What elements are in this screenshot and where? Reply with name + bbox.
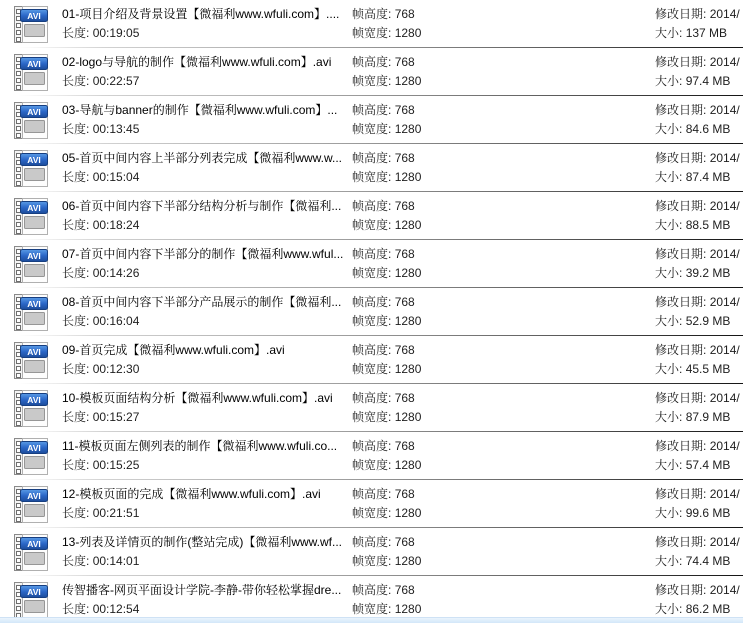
modified-date-value: 2014/ <box>709 391 740 405</box>
frame-width-label: 帧宽度: <box>352 410 392 424</box>
name-column <box>62 144 352 192</box>
frame-height-value: 768 <box>394 583 415 597</box>
length-line <box>62 408 352 427</box>
modified-date-label: 修改日期: <box>655 391 707 405</box>
modified-date-value: 2014/ <box>709 583 740 597</box>
frame-height-value: 768 <box>394 487 415 501</box>
frame-width-line <box>352 72 655 91</box>
modified-date-value: 2014/ <box>709 55 740 69</box>
length-line <box>62 264 352 283</box>
frame-column <box>352 528 655 576</box>
frame-width-label: 帧宽度: <box>352 74 392 88</box>
frame-width-line <box>352 264 655 283</box>
frame-width-value: 1280 <box>394 362 422 376</box>
file-name: 传智播客-网页平面设计学院-李静-带你轻松掌握dre... <box>62 583 342 597</box>
frame-width-value: 1280 <box>394 554 422 568</box>
modified-date-line <box>655 53 743 72</box>
size-value: 88.5 MB <box>685 218 731 232</box>
frame-height-label: 帧高度: <box>352 535 392 549</box>
frame-width-line <box>352 504 655 523</box>
length-value: 00:15:25 <box>92 458 140 472</box>
size-label: 大小: <box>655 506 683 520</box>
frame-width-value: 1280 <box>394 410 422 424</box>
avi-file-icon <box>0 384 62 432</box>
size-line <box>655 120 743 139</box>
file-row[interactable] <box>0 432 743 480</box>
file-row[interactable] <box>0 576 743 623</box>
size-value: 97.4 MB <box>685 74 731 88</box>
frame-width-value: 1280 <box>394 74 422 88</box>
length-label: 长度: <box>62 458 90 472</box>
size-line <box>655 312 743 331</box>
avi-file-icon <box>0 0 62 48</box>
size-value: 45.5 MB <box>685 362 731 376</box>
size-line <box>655 264 743 283</box>
date-size-column <box>655 384 743 432</box>
file-row[interactable] <box>0 336 743 384</box>
size-value: 57.4 MB <box>685 458 731 472</box>
frame-height-label: 帧高度: <box>352 247 392 261</box>
size-label: 大小: <box>655 602 683 616</box>
frame-column <box>352 336 655 384</box>
avi-file-icon <box>0 480 62 528</box>
size-value: 39.2 MB <box>685 266 731 280</box>
length-value: 00:13:45 <box>92 122 140 136</box>
file-name: 10-模板页面结构分析【微福利www.wfuli.com】.avi <box>62 391 333 405</box>
file-row[interactable] <box>0 480 743 528</box>
name-column <box>62 0 352 48</box>
frame-height-value: 768 <box>394 247 415 261</box>
size-value: 87.4 MB <box>685 170 731 184</box>
avi-badge-text: AVI <box>27 11 41 21</box>
length-label: 长度: <box>62 362 90 376</box>
file-row[interactable] <box>0 192 743 240</box>
modified-date-label: 修改日期: <box>655 247 707 261</box>
size-value: 84.6 MB <box>685 122 731 136</box>
modified-date-line <box>655 101 743 120</box>
length-value: 00:21:51 <box>92 506 140 520</box>
length-label: 长度: <box>62 218 90 232</box>
file-name: 12-模板页面的完成【微福利www.wfuli.com】.avi <box>62 487 321 501</box>
avi-badge-text: AVI <box>27 203 41 213</box>
size-label: 大小: <box>655 266 683 280</box>
frame-height-value: 768 <box>394 151 415 165</box>
date-size-column <box>655 432 743 480</box>
date-size-column <box>655 192 743 240</box>
frame-height-label: 帧高度: <box>352 55 392 69</box>
avi-file-icon <box>0 576 62 623</box>
date-size-column <box>655 96 743 144</box>
frame-width-line <box>352 456 655 475</box>
frame-width-label: 帧宽度: <box>352 122 392 136</box>
frame-height-value: 768 <box>394 7 415 21</box>
frame-height-line <box>352 5 655 24</box>
avi-file-icon <box>0 240 62 288</box>
frame-height-value: 768 <box>394 295 415 309</box>
avi-file-icon <box>0 192 62 240</box>
file-row[interactable] <box>0 528 743 576</box>
modified-date-label: 修改日期: <box>655 7 707 21</box>
frame-height-label: 帧高度: <box>352 391 392 405</box>
avi-file-icon <box>0 144 62 192</box>
name-column <box>62 192 352 240</box>
size-line <box>655 216 743 235</box>
size-label: 大小: <box>655 314 683 328</box>
modified-date-line <box>655 245 743 264</box>
frame-column <box>352 144 655 192</box>
frame-width-line <box>352 552 655 571</box>
avi-badge-text: AVI <box>27 59 41 69</box>
name-column <box>62 240 352 288</box>
file-name: 05-首页中间内容上半部分列表完成【微福利www.w... <box>62 151 343 165</box>
frame-width-value: 1280 <box>394 266 422 280</box>
length-label: 长度: <box>62 602 90 616</box>
size-label: 大小: <box>655 26 683 40</box>
file-name: 02-logo与导航的制作【微福利www.wfuli.com】.avi <box>62 55 332 69</box>
frame-height-line <box>352 197 655 216</box>
frame-width-label: 帧宽度: <box>352 458 392 472</box>
frame-width-label: 帧宽度: <box>352 554 392 568</box>
name-column <box>62 480 352 528</box>
file-row[interactable] <box>0 0 743 48</box>
frame-width-value: 1280 <box>394 170 422 184</box>
length-line <box>62 552 352 571</box>
length-line <box>62 120 352 139</box>
frame-height-line <box>352 53 655 72</box>
frame-height-label: 帧高度: <box>352 199 392 213</box>
size-line <box>655 24 743 43</box>
date-size-column <box>655 0 743 48</box>
file-row[interactable] <box>0 384 743 432</box>
frame-column <box>352 288 655 336</box>
modified-date-label: 修改日期: <box>655 103 707 117</box>
date-size-column <box>655 288 743 336</box>
modified-date-line <box>655 149 743 168</box>
frame-height-line <box>352 149 655 168</box>
modified-date-value: 2014/ <box>709 343 740 357</box>
frame-column <box>352 480 655 528</box>
name-column <box>62 432 352 480</box>
length-label: 长度: <box>62 410 90 424</box>
date-size-column <box>655 240 743 288</box>
file-name: 01-项目介绍及背景设置【微福利www.wfuli.com】.... <box>62 7 340 21</box>
size-value: 52.9 MB <box>685 314 731 328</box>
length-line <box>62 456 352 475</box>
length-label: 长度: <box>62 170 90 184</box>
frame-height-value: 768 <box>394 199 415 213</box>
modified-date-line <box>655 197 743 216</box>
size-label: 大小: <box>655 218 683 232</box>
length-value: 00:12:54 <box>92 602 140 616</box>
avi-badge-text: AVI <box>27 443 41 453</box>
modified-date-line <box>655 533 743 552</box>
length-value: 00:15:04 <box>92 170 140 184</box>
frame-height-value: 768 <box>394 391 415 405</box>
modified-date-label: 修改日期: <box>655 55 707 69</box>
avi-badge-text: AVI <box>27 251 41 261</box>
size-line <box>655 168 743 187</box>
length-line <box>62 24 352 43</box>
size-value: 99.6 MB <box>685 506 731 520</box>
avi-file-icon <box>0 432 62 480</box>
size-line <box>655 72 743 91</box>
frame-width-value: 1280 <box>394 506 422 520</box>
size-line <box>655 552 743 571</box>
date-size-column <box>655 336 743 384</box>
modified-date-value: 2014/ <box>709 103 740 117</box>
frame-width-label: 帧宽度: <box>352 314 392 328</box>
name-column <box>62 48 352 96</box>
frame-height-line <box>352 581 655 600</box>
avi-file-icon <box>0 48 62 96</box>
modified-date-value: 2014/ <box>709 295 740 309</box>
frame-height-value: 768 <box>394 55 415 69</box>
frame-height-label: 帧高度: <box>352 151 392 165</box>
size-value: 137 MB <box>685 26 728 40</box>
frame-height-line <box>352 101 655 120</box>
frame-column <box>352 432 655 480</box>
partial-selection-strip <box>0 617 743 623</box>
modified-date-value: 2014/ <box>709 535 740 549</box>
frame-height-line <box>352 533 655 552</box>
avi-badge-text: AVI <box>27 155 41 165</box>
modified-date-line <box>655 485 743 504</box>
name-column <box>62 576 352 623</box>
modified-date-line <box>655 341 743 360</box>
size-line <box>655 504 743 523</box>
modified-date-label: 修改日期: <box>655 583 707 597</box>
frame-height-line <box>352 437 655 456</box>
modified-date-label: 修改日期: <box>655 487 707 501</box>
frame-width-line <box>352 24 655 43</box>
size-value: 87.9 MB <box>685 410 731 424</box>
frame-width-label: 帧宽度: <box>352 266 392 280</box>
modified-date-label: 修改日期: <box>655 439 707 453</box>
frame-column <box>352 48 655 96</box>
modified-date-value: 2014/ <box>709 247 740 261</box>
frame-width-label: 帧宽度: <box>352 218 392 232</box>
size-label: 大小: <box>655 554 683 568</box>
frame-height-label: 帧高度: <box>352 583 392 597</box>
frame-height-line <box>352 485 655 504</box>
length-label: 长度: <box>62 314 90 328</box>
file-row[interactable] <box>0 288 743 336</box>
frame-height-value: 768 <box>394 535 415 549</box>
modified-date-label: 修改日期: <box>655 343 707 357</box>
size-value: 74.4 MB <box>685 554 731 568</box>
modified-date-line <box>655 581 743 600</box>
avi-badge-text: AVI <box>27 299 41 309</box>
frame-width-label: 帧宽度: <box>352 26 392 40</box>
name-column <box>62 336 352 384</box>
length-value: 00:16:04 <box>92 314 140 328</box>
frame-width-line <box>352 216 655 235</box>
modified-date-label: 修改日期: <box>655 535 707 549</box>
avi-badge-text: AVI <box>27 587 41 597</box>
name-column <box>62 528 352 576</box>
frame-width-value: 1280 <box>394 314 422 328</box>
frame-height-label: 帧高度: <box>352 7 392 21</box>
length-label: 长度: <box>62 266 90 280</box>
length-label: 长度: <box>62 554 90 568</box>
frame-width-label: 帧宽度: <box>352 170 392 184</box>
frame-width-line <box>352 312 655 331</box>
name-column <box>62 96 352 144</box>
file-name: 11-模板页面左侧列表的制作【微福利www.wfuli.co... <box>62 439 338 453</box>
size-label: 大小: <box>655 410 683 424</box>
frame-height-value: 768 <box>394 439 415 453</box>
size-line <box>655 360 743 379</box>
length-label: 长度: <box>62 26 90 40</box>
frame-width-line <box>352 120 655 139</box>
frame-height-label: 帧高度: <box>352 343 392 357</box>
frame-height-line <box>352 389 655 408</box>
frame-height-value: 768 <box>394 343 415 357</box>
modified-date-line <box>655 5 743 24</box>
length-value: 00:12:30 <box>92 362 140 376</box>
avi-badge-text: AVI <box>27 347 41 357</box>
length-value: 00:19:05 <box>92 26 140 40</box>
avi-file-icon <box>0 528 62 576</box>
file-name: 06-首页中间内容下半部分结构分析与制作【微福利... <box>62 199 342 213</box>
date-size-column <box>655 48 743 96</box>
frame-height-line <box>352 245 655 264</box>
frame-width-line <box>352 360 655 379</box>
size-label: 大小: <box>655 122 683 136</box>
file-name: 07-首页中间内容下半部分的制作【微福利www.wful... <box>62 247 344 261</box>
length-value: 00:15:27 <box>92 410 140 424</box>
frame-height-line <box>352 341 655 360</box>
modified-date-label: 修改日期: <box>655 151 707 165</box>
length-line <box>62 72 352 91</box>
size-line <box>655 408 743 427</box>
modified-date-value: 2014/ <box>709 7 740 21</box>
date-size-column <box>655 528 743 576</box>
modified-date-line <box>655 389 743 408</box>
frame-width-label: 帧宽度: <box>352 506 392 520</box>
frame-width-value: 1280 <box>394 218 422 232</box>
modified-date-value: 2014/ <box>709 487 740 501</box>
size-value: 86.2 MB <box>685 602 731 616</box>
frame-column <box>352 576 655 623</box>
frame-column <box>352 240 655 288</box>
modified-date-label: 修改日期: <box>655 295 707 309</box>
frame-column <box>352 384 655 432</box>
file-name: 08-首页中间内容下半部分产品展示的制作【微福利... <box>62 295 342 309</box>
frame-width-label: 帧宽度: <box>352 602 392 616</box>
modified-date-value: 2014/ <box>709 151 740 165</box>
frame-width-value: 1280 <box>394 26 422 40</box>
length-value: 00:18:24 <box>92 218 140 232</box>
frame-height-value: 768 <box>394 103 415 117</box>
frame-height-label: 帧高度: <box>352 487 392 501</box>
frame-height-label: 帧高度: <box>352 103 392 117</box>
frame-width-value: 1280 <box>394 122 422 136</box>
length-label: 长度: <box>62 74 90 88</box>
length-value: 00:22:57 <box>92 74 140 88</box>
size-label: 大小: <box>655 458 683 472</box>
avi-badge-text: AVI <box>27 491 41 501</box>
avi-file-icon <box>0 288 62 336</box>
frame-width-value: 1280 <box>394 458 422 472</box>
avi-badge-text: AVI <box>27 539 41 549</box>
avi-badge-text: AVI <box>27 395 41 405</box>
frame-width-line <box>352 408 655 427</box>
length-line <box>62 504 352 523</box>
size-line <box>655 456 743 475</box>
length-line <box>62 168 352 187</box>
avi-file-icon <box>0 96 62 144</box>
avi-file-icon <box>0 336 62 384</box>
modified-date-label: 修改日期: <box>655 199 707 213</box>
modified-date-line <box>655 293 743 312</box>
name-column <box>62 288 352 336</box>
frame-height-line <box>352 293 655 312</box>
frame-height-label: 帧高度: <box>352 439 392 453</box>
frame-height-label: 帧高度: <box>352 295 392 309</box>
length-label: 长度: <box>62 122 90 136</box>
size-label: 大小: <box>655 170 683 184</box>
file-name: 13-列表及详情页的制作(整站完成)【微福利www.wf... <box>62 535 343 549</box>
frame-width-line <box>352 168 655 187</box>
file-row[interactable] <box>0 48 743 96</box>
length-line <box>62 360 352 379</box>
modified-date-value: 2014/ <box>709 199 740 213</box>
frame-width-value: 1280 <box>394 602 422 616</box>
length-value: 00:14:01 <box>92 554 140 568</box>
size-label: 大小: <box>655 362 683 376</box>
file-row[interactable] <box>0 144 743 192</box>
date-size-column <box>655 144 743 192</box>
frame-column <box>352 96 655 144</box>
frame-column <box>352 0 655 48</box>
file-name: 09-首页完成【微福利www.wfuli.com】.avi <box>62 343 285 357</box>
avi-badge-text: AVI <box>27 107 41 117</box>
file-row[interactable] <box>0 240 743 288</box>
file-name: 03-导航与banner的制作【微福利www.wfuli.com】... <box>62 103 338 117</box>
length-line <box>62 312 352 331</box>
length-line <box>62 216 352 235</box>
modified-date-line <box>655 437 743 456</box>
frame-width-label: 帧宽度: <box>352 362 392 376</box>
length-value: 00:14:26 <box>92 266 140 280</box>
size-label: 大小: <box>655 74 683 88</box>
length-label: 长度: <box>62 506 90 520</box>
date-size-column <box>655 576 743 623</box>
name-column <box>62 384 352 432</box>
modified-date-value: 2014/ <box>709 439 740 453</box>
date-size-column <box>655 480 743 528</box>
file-row[interactable] <box>0 96 743 144</box>
frame-column <box>352 192 655 240</box>
